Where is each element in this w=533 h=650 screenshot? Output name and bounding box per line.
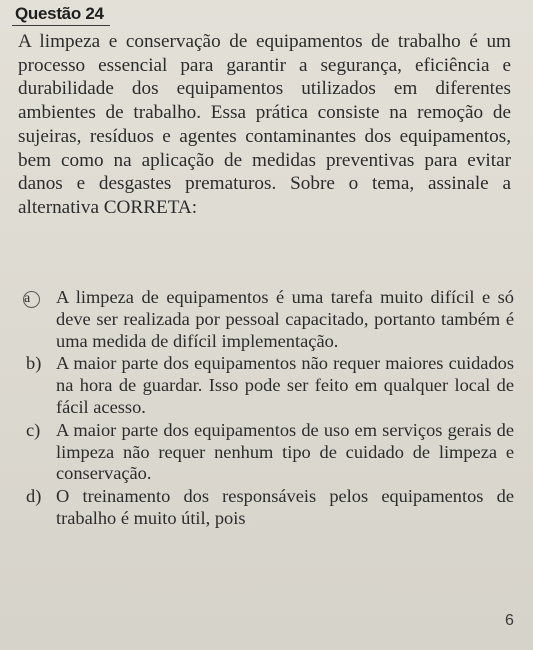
option-b-text: A maior parte dos equipamentos não requer maiores cuidados na hora de guardar. Isso pode ser feito em qualquer local de fácil acesso.	[56, 353, 514, 417]
option-c-letter: c)	[26, 419, 41, 440]
option-d-letter: d)	[26, 486, 42, 507]
answer-options	[26, 287, 514, 531]
option-b[interactable]	[26, 353, 514, 418]
question-stem: A limpeza e conservação de equipamentos de trabalho é um processo essencial para garantir a segurança, eficiência e durabilidade dos equipamentos utilizados em diferentes ambientes de trabalho. Essa prática consiste na remoção de sujeiras, resíduos e agentes contaminantes dos equipamentos, bem como na aplicação de medidas preventivas para evitar danos e desgastes prematuros. Sobre o tema, assinale a alternativa CORRETA:	[18, 31, 511, 218]
option-c[interactable]	[26, 420, 514, 485]
option-d[interactable]	[26, 486, 514, 530]
page-number: 6	[505, 612, 514, 629]
circled-letter-icon: a	[23, 291, 40, 308]
option-a-letter	[23, 287, 49, 309]
option-a-text: A limpeza de equipamentos é uma tarefa muito difícil e só deve ser realizada por pessoal capacitado, portanto também é uma medida de difícil implementação.	[56, 287, 514, 351]
option-b-letter: b)	[26, 353, 42, 374]
option-a[interactable]	[26, 287, 514, 352]
option-d-text: O treinamento dos responsáveis pelos equipamentos de trabalho é muito útil, pois	[56, 486, 514, 528]
question-title: Questão 24	[12, 4, 110, 26]
option-c-text: A maior parte dos equipamentos de uso em serviços gerais de limpeza não requer nenhum tipo de cuidado de limpeza e conservação.	[56, 419, 514, 484]
